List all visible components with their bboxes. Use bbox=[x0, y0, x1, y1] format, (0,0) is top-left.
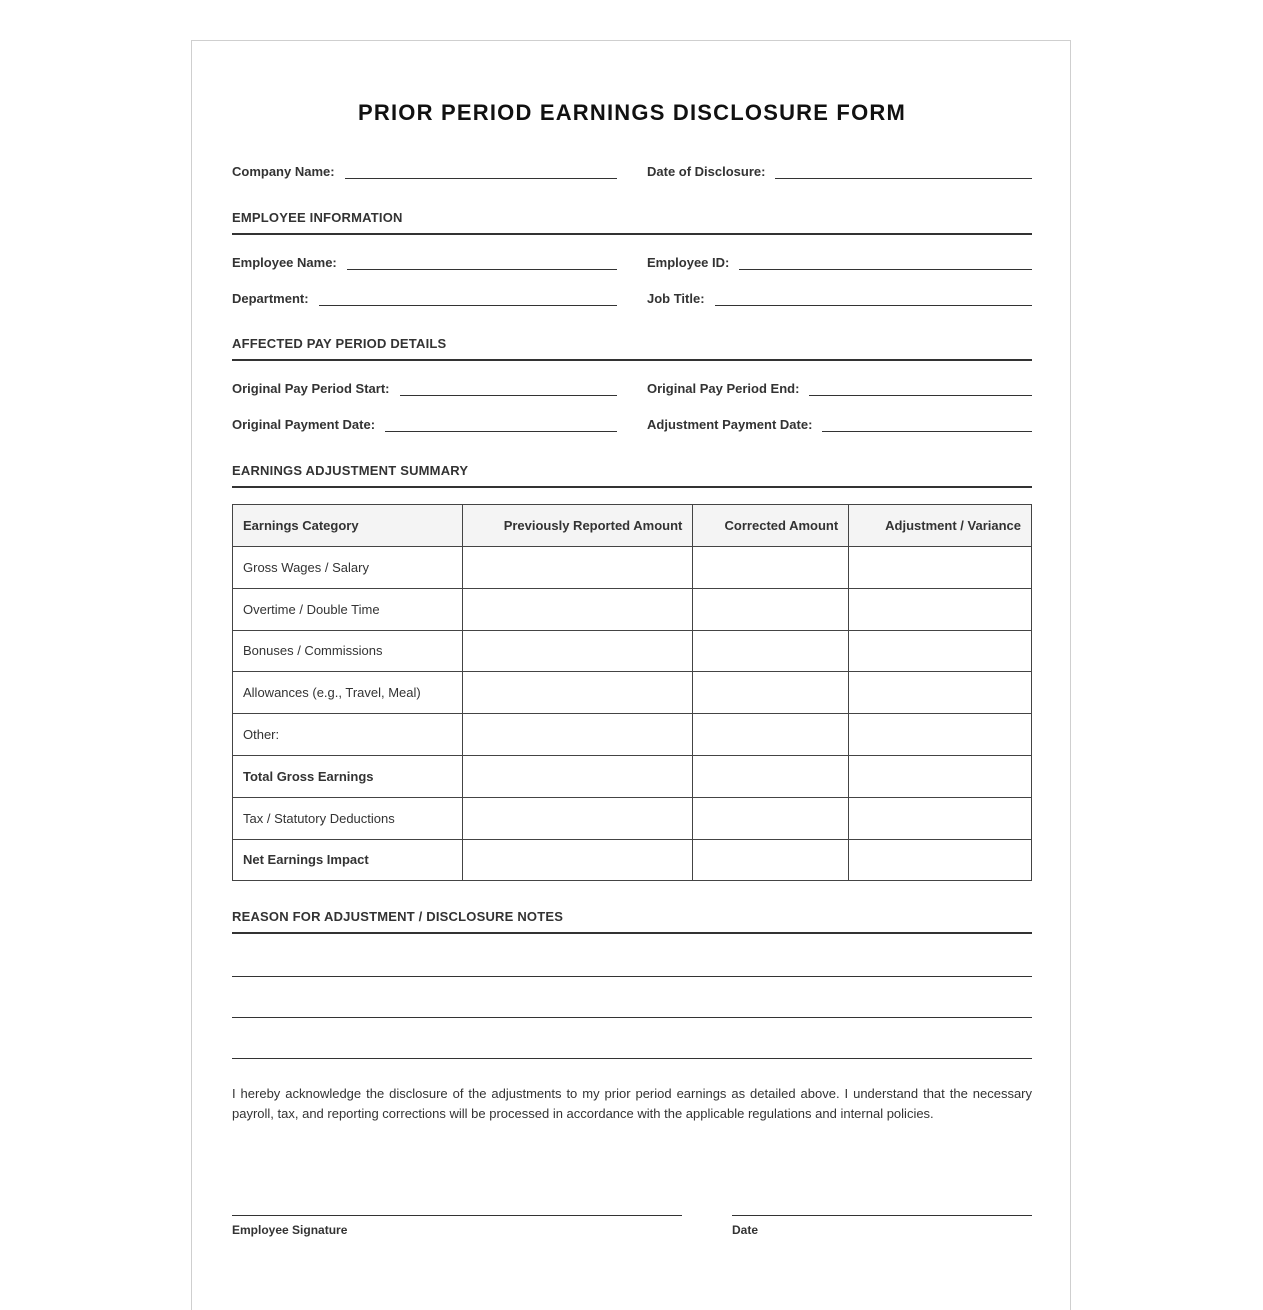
section-pay-period-details: AFFECTED PAY PERIOD DETAILS bbox=[232, 336, 1032, 361]
employee-signature-line[interactable] bbox=[232, 1215, 682, 1216]
table-header-row bbox=[233, 505, 1032, 547]
amount-cell[interactable] bbox=[693, 588, 849, 630]
pay-period-end-field bbox=[647, 379, 1032, 396]
amount-cell[interactable] bbox=[693, 839, 849, 881]
employee-name-label: Employee Name: bbox=[232, 255, 337, 270]
table-row bbox=[233, 588, 1032, 630]
employee-id-label: Employee ID: bbox=[647, 255, 730, 270]
original-payment-date-label: Original Payment Date: bbox=[232, 417, 376, 432]
notes-line-1[interactable] bbox=[232, 976, 1032, 977]
row-label-net: Net Earnings Impact bbox=[233, 839, 463, 881]
table-row bbox=[233, 630, 1032, 672]
amount-cell[interactable] bbox=[849, 672, 1032, 714]
amount-cell[interactable] bbox=[849, 714, 1032, 756]
date-of-disclosure-input-line[interactable] bbox=[775, 162, 1032, 179]
form-page bbox=[191, 40, 1071, 1310]
row-label: Tax / Statutory Deductions bbox=[233, 797, 463, 839]
amount-cell[interactable] bbox=[693, 714, 849, 756]
amount-cell[interactable] bbox=[462, 755, 693, 797]
table-row bbox=[233, 714, 1032, 756]
section-employee-information: EMPLOYEE INFORMATION bbox=[232, 210, 1032, 235]
original-payment-date-field bbox=[232, 415, 617, 432]
notes-line-2[interactable] bbox=[232, 1017, 1032, 1018]
column-header-adjustment: Adjustment / Variance bbox=[849, 505, 1032, 547]
row-label-total: Total Gross Earnings bbox=[233, 755, 463, 797]
table-row bbox=[233, 672, 1032, 714]
job-title-input-line[interactable] bbox=[715, 289, 1032, 306]
column-header-previously-reported: Previously Reported Amount bbox=[462, 505, 693, 547]
job-title-label: Job Title: bbox=[647, 291, 705, 306]
amount-cell[interactable] bbox=[462, 630, 693, 672]
acknowledgement-text: I hereby acknowledge the disclosure of the adjustments to my prior period earnings as detailed above. I understand that the necessary payroll, tax, and reporting corrections will be processed in accordance with the applicable regulations and internal policies. bbox=[232, 1086, 1032, 1121]
signature-date-line[interactable] bbox=[732, 1215, 1032, 1216]
employee-id-input-line[interactable] bbox=[739, 253, 1032, 270]
department-input-line[interactable] bbox=[319, 289, 617, 306]
pay-period-end-input-line[interactable] bbox=[809, 379, 1032, 396]
signature-date-label: Date bbox=[732, 1223, 759, 1237]
amount-cell[interactable] bbox=[849, 588, 1032, 630]
amount-cell[interactable] bbox=[462, 588, 693, 630]
column-header-corrected: Corrected Amount bbox=[693, 505, 849, 547]
pay-period-start-field bbox=[232, 379, 617, 396]
amount-cell[interactable] bbox=[693, 797, 849, 839]
adjustment-payment-date-label: Adjustment Payment Date: bbox=[647, 417, 813, 432]
row-label: Allowances (e.g., Travel, Meal) bbox=[233, 672, 463, 714]
department-label: Department: bbox=[232, 291, 309, 306]
section-reason-notes: REASON FOR ADJUSTMENT / DISCLOSURE NOTES bbox=[232, 909, 1032, 934]
amount-cell[interactable] bbox=[849, 797, 1032, 839]
amount-cell[interactable] bbox=[693, 630, 849, 672]
adjustment-payment-date-field bbox=[647, 415, 1032, 432]
original-payment-date-input-line[interactable] bbox=[385, 415, 617, 432]
table-row bbox=[233, 755, 1032, 797]
date-of-disclosure-field bbox=[647, 162, 1032, 179]
amount-cell[interactable] bbox=[462, 839, 693, 881]
row-label: Other: bbox=[233, 714, 463, 756]
amount-cell[interactable] bbox=[693, 672, 849, 714]
company-name-field bbox=[232, 162, 617, 179]
amount-cell[interactable] bbox=[849, 547, 1032, 589]
amount-cell[interactable] bbox=[849, 755, 1032, 797]
row-label: Bonuses / Commissions bbox=[233, 630, 463, 672]
amount-cell[interactable] bbox=[849, 839, 1032, 881]
company-name-label: Company Name: bbox=[232, 164, 335, 179]
earnings-summary-table bbox=[232, 504, 1032, 881]
table-row bbox=[233, 839, 1032, 881]
employee-signature-label: Employee Signature bbox=[232, 1223, 348, 1237]
job-title-field bbox=[647, 289, 1032, 306]
amount-cell[interactable] bbox=[462, 672, 693, 714]
amount-cell[interactable] bbox=[462, 547, 693, 589]
company-name-input-line[interactable] bbox=[345, 162, 617, 179]
amount-cell[interactable] bbox=[849, 630, 1032, 672]
pay-period-end-label: Original Pay Period End: bbox=[647, 381, 800, 396]
row-label: Overtime / Double Time bbox=[233, 588, 463, 630]
adjustment-payment-date-input-line[interactable] bbox=[822, 415, 1032, 432]
row-label: Gross Wages / Salary bbox=[233, 547, 463, 589]
form-title: PRIOR PERIOD EARNINGS DISCLOSURE FORM bbox=[358, 100, 906, 125]
notes-line-3[interactable] bbox=[232, 1058, 1032, 1059]
column-header-category: Earnings Category bbox=[233, 505, 463, 547]
department-field bbox=[232, 289, 617, 306]
amount-cell[interactable] bbox=[693, 547, 849, 589]
amount-cell[interactable] bbox=[462, 714, 693, 756]
table-row bbox=[233, 797, 1032, 839]
employee-name-field bbox=[232, 253, 617, 270]
employee-name-input-line[interactable] bbox=[347, 253, 617, 270]
table-row bbox=[233, 547, 1032, 589]
pay-period-start-label: Original Pay Period Start: bbox=[232, 381, 390, 396]
amount-cell[interactable] bbox=[693, 755, 849, 797]
amount-cell[interactable] bbox=[462, 797, 693, 839]
employee-id-field bbox=[647, 253, 1032, 270]
section-earnings-adjustment-summary: EARNINGS ADJUSTMENT SUMMARY bbox=[232, 463, 1032, 488]
date-of-disclosure-label: Date of Disclosure: bbox=[647, 164, 766, 179]
pay-period-start-input-line[interactable] bbox=[400, 379, 618, 396]
